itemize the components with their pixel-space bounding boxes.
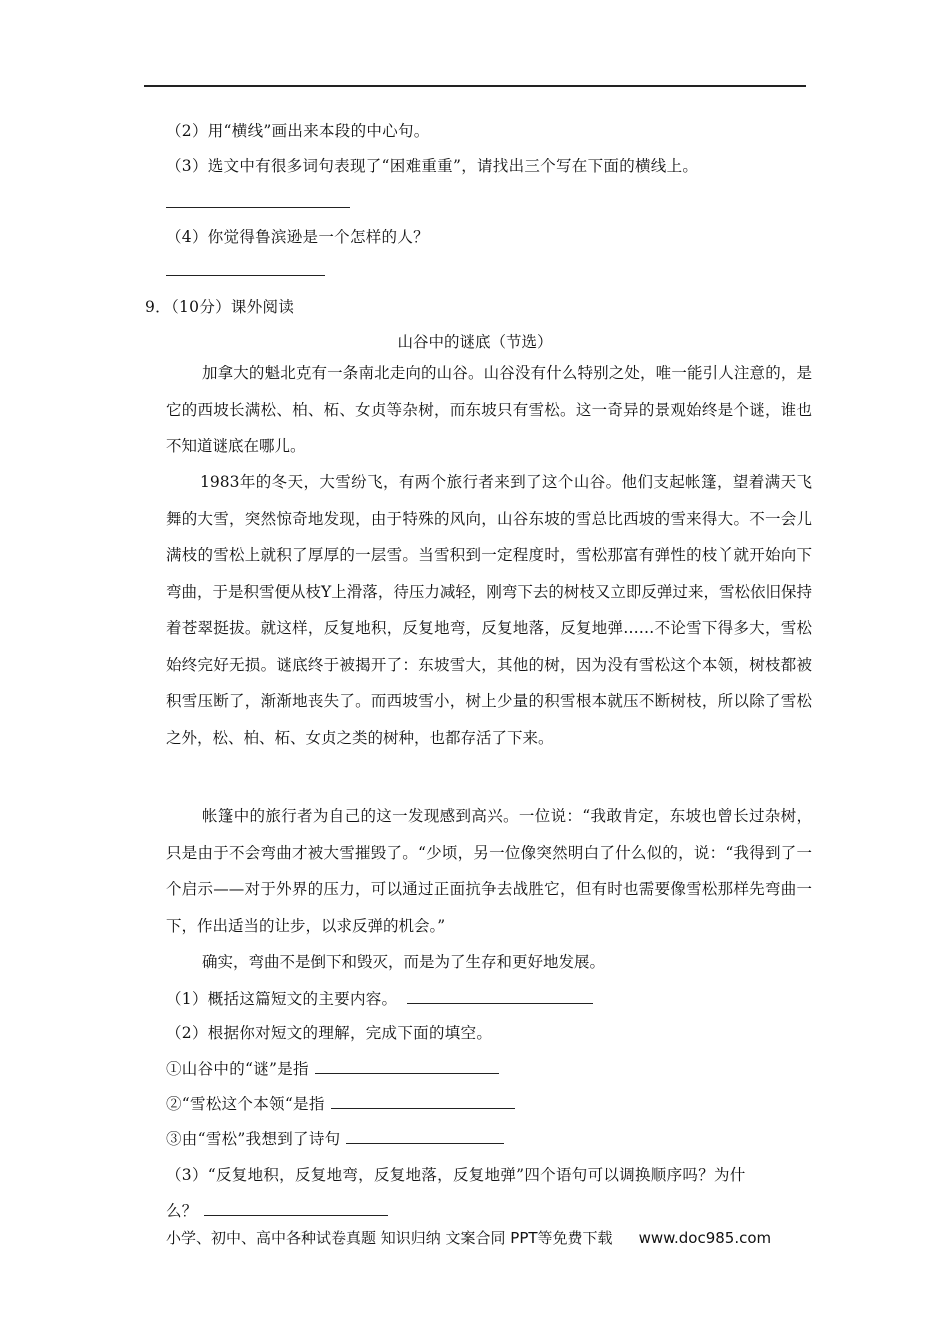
question-9-2-item-2: [166, 1092, 515, 1114]
question-9-1-text: （1）概括这篇短文的主要内容。: [166, 990, 398, 1008]
question-8-4: （4）你觉得鲁滨逊是一个怎样的人？: [166, 228, 429, 246]
question-9-2-item-1-text: ①山谷中的“谜”是指: [166, 1060, 309, 1078]
question-9-2-item-3: [166, 1127, 504, 1149]
footer-text: 小学、初中、高中各种试卷真题 知识归纳 文案合同 PPT等免费下载: [166, 1229, 613, 1247]
passage-paragraph-4: 确实，弯曲不是倒下和毁灭，而是为了生存和更好地发展。: [202, 953, 606, 971]
question-9-3-cont-text: 么？: [166, 1202, 198, 1220]
passage-title: 山谷中的谜底（节选）: [397, 333, 553, 351]
question-8-2: （2）用“横线”画出来本段的中心句。: [166, 122, 430, 140]
question-9-1: [166, 987, 593, 1009]
answer-blank-9-2-1[interactable]: [315, 1059, 499, 1074]
answer-blank-8-3[interactable]: [166, 207, 350, 208]
footer-url[interactable]: www.doc985.com: [638, 1229, 772, 1247]
footer: [166, 1227, 771, 1248]
answer-blank-9-2-3[interactable]: [346, 1129, 504, 1144]
question-9-2-item-1: [166, 1057, 499, 1079]
passage-paragraph-2: 1983年的冬天，大雪纷飞，有两个旅行者来到了这个山谷。他们支起帐篷，望着满天飞舞的大雪，突然惊奇地发现，由于特殊的风向，山谷东坡的雪总比西坡的雪来得大。不一会儿满枝的雪松上就积了厚厚的一层雪。当雪积到一定程度时，雪松那富有弹性的枝丫就开始向下弯曲，于是积雪便从枝Y上滑落，待压力减轻，刚弯下去的树枝又立即反弹过来，雪松依旧保持着苍翠挺拔。就这样，反复地积，反复地弯，反复地落，反复地弹……不论雪下得多大，雪松始终完好无损。谜底终于被揭开了：东坡雪大，其他的树，因为没有雪松这个本领，树枝都被积雪压断了，渐渐地丧失了。而西坡雪小，树上少量的积雪根本就压不断树枝，所以除了雪松之外，松、柏、柘、女贞之类的树种，也都存活了下来。: [166, 473, 812, 747]
answer-blank-9-3[interactable]: [204, 1201, 388, 1216]
passage-paragraph-1: 加拿大的魁北克有一条南北走向的山谷。山谷没有什么特别之处，唯一能引人注意的，是它的西坡长满松、柏、柘、女贞等杂树，而东坡只有雪松。这一奇异的景观始终是个谜，谁也不知道谜底在哪儿。: [166, 364, 812, 455]
answer-blank-9-2-2[interactable]: [331, 1094, 515, 1109]
answer-blank-9-1[interactable]: [407, 989, 593, 1004]
question-9-2-item-3-text: ③由“雪松”我想到了诗句: [166, 1130, 341, 1148]
passage-paragraph-3: 帐篷中的旅行者为自己的这一发现感到高兴。一位说：“我敢肯定，东坡也曾长过杂树，只是由于不会弯曲才被大雪摧毁了。“少顷，另一位像突然明白了什么似的，说：“我得到了一个启示——对于外界的压力，可以通过正面抗争去战胜它，但有时也需要像雪松那样先弯曲一下，作出适当的让步，以求反弹的机会。”: [166, 807, 812, 935]
question-9-2-item-2-text: ②“雪松这个本领“是指: [166, 1095, 325, 1113]
question-9-3-cont: [166, 1199, 388, 1221]
question-9-3: （3）“反复地积，反复地弯，反复地落，反复地弹”四个语句可以调换顺序吗？为什: [166, 1166, 746, 1184]
answer-blank-8-4[interactable]: [166, 275, 325, 276]
question-9-2: （2）根据你对短文的理解，完成下面的填空。: [166, 1024, 493, 1042]
question-8-3: （3）选文中有很多词句表现了“困难重重”，请找出三个写在下面的横线上。: [166, 157, 699, 175]
header-rule: [144, 85, 806, 87]
question-9-header: 9．（10分）课外阅读: [145, 298, 295, 316]
